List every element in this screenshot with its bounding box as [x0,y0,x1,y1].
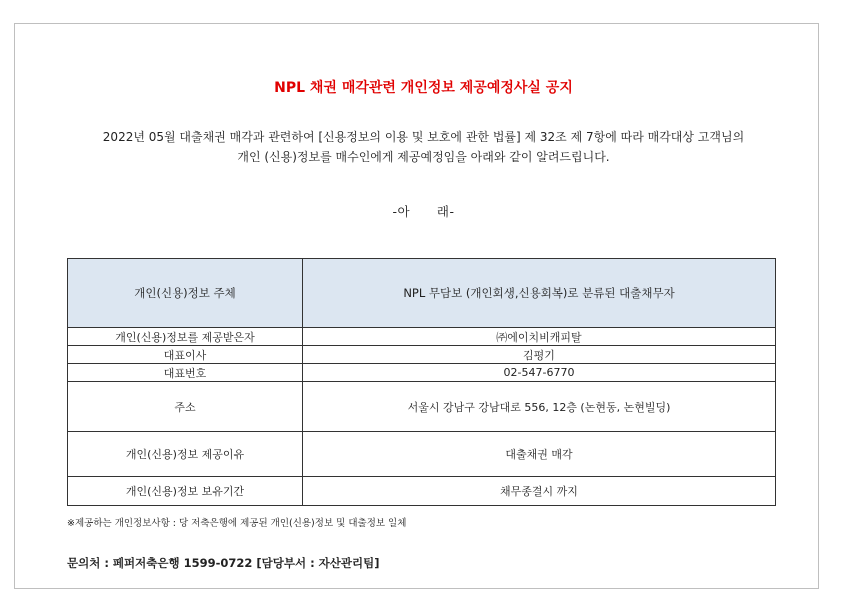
intro-line-2: 개인 (신용)정보를 매수인에게 제공예정임을 아래와 같이 알려드립니다. [237,150,610,164]
row-value: NPL 무담보 (개인회생,신용회복)로 분류된 대출채무자 [303,259,776,328]
intro-paragraph [40,127,807,167]
row-value: 채무종결시 까지 [303,477,776,506]
row-label: 개인(신용)정보 보유기간 [68,477,303,506]
table-row [68,346,776,364]
row-label: 대표이사 [68,346,303,364]
notice-title: NPL 채권 매각관련 개인정보 제공예정사실 공지 [274,80,573,96]
table-row [68,432,776,477]
section-marker: -아 래- [392,204,455,219]
table-row [68,364,776,382]
table-row [68,259,776,328]
row-value: 02-547-6770 [303,364,776,382]
table-row [68,477,776,506]
row-label: 개인(신용)정보 주체 [68,259,303,328]
contact-info: 문의처 : 페퍼저축은행 1599-0722 [담당부서 : 자산관리팀] [67,556,380,570]
intro-line-1: 2022년 05월 대출채권 매각과 관련하여 [신용정보의 이용 및 보호에 관한 법률] 제 32조 제 7항에 따라 매각대상 고객님의 [102,130,745,144]
row-label: 주소 [68,382,303,432]
table-row [68,328,776,346]
row-value: 대출채권 매각 [303,432,776,477]
row-label: 대표번호 [68,364,303,382]
info-table [67,258,776,506]
row-label: 개인(신용)정보 제공이유 [68,432,303,477]
row-value: 김평기 [303,346,776,364]
row-value: 서울시 강남구 강남대로 556, 12층 (논현동, 논현빌딩) [303,382,776,432]
row-label: 개인(신용)정보를 제공받은자 [68,328,303,346]
row-value: ㈜에이치비캐피탈 [303,328,776,346]
table-row [68,382,776,432]
footnote: ※제공하는 개인정보사항 : 당 저축은행에 제공된 개인(신용)정보 및 대출정보 일체 [67,518,407,529]
